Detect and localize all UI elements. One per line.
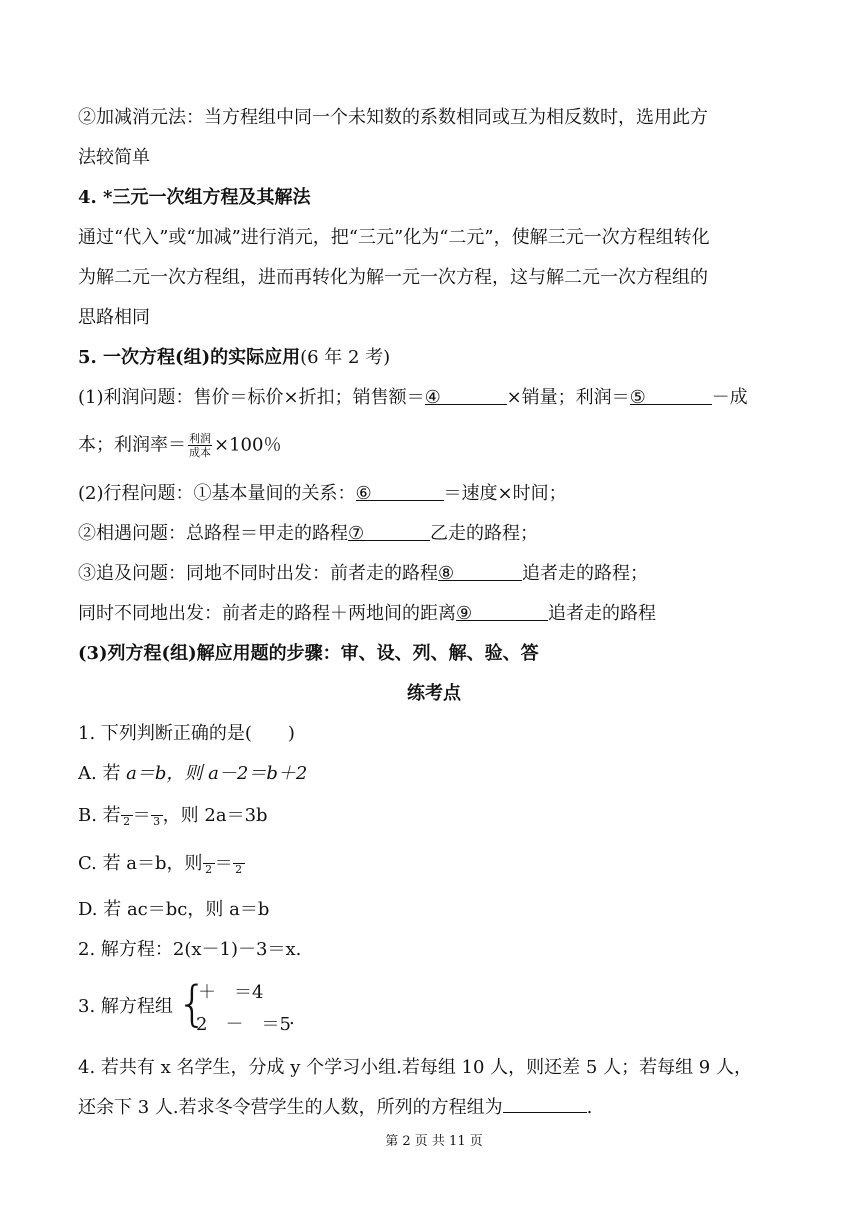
option-c: [78, 852, 245, 876]
question-4-text: 还余下 3 人.若求冬令营学生的人数，所列的方程组为: [78, 1097, 503, 1118]
option-b-tail: ，则 2a＝3b: [162, 805, 268, 826]
blank-6-marker: ⑥: [355, 483, 372, 504]
option-c-frac-2: [233, 854, 245, 875]
method-elimination-line: ②加减消元法：当方程组中同一个未知数的系数相同或互为相反数时，选用此方: [78, 107, 708, 128]
meeting-text-2: 乙走的路程；: [430, 523, 538, 544]
travel-text-1: (2)行程问题：①基本量间的关系：: [78, 483, 356, 504]
option-d: D. 若 ac＝bc，则 a＝b: [78, 899, 270, 920]
profit-rate-percent: ×100％: [214, 434, 282, 456]
frac-3-numerator: [203, 854, 215, 864]
ternary-desc-line2: 为解二元一次方程组，进而再转化为解一元一次方程，这与解二元一次方程组的: [78, 267, 708, 288]
option-b-frac-2: [151, 806, 163, 827]
frac-3-denominator: 2: [205, 862, 213, 876]
question-4-line1: 4. 若共有 x 名学生，分成 y 个学习小组.若每组 10 人，则还差 5 人；若每组 9 人，: [78, 1057, 752, 1078]
fraction-numerator: 利润: [189, 432, 211, 445]
blank-9[interactable]: [456, 602, 548, 624]
frac-1-numerator: [121, 806, 133, 816]
fraction-denominator: 成本: [189, 446, 211, 459]
chase-text-2: 追者走的路程；: [522, 563, 648, 584]
system-row-2: 2 － ＝5: [196, 1014, 291, 1035]
blank-7-marker: ⑦: [348, 523, 365, 544]
option-c-frac-1: [203, 854, 215, 875]
question-1: 1. 下列判断正确的是( ): [78, 723, 295, 744]
chase2-text-1: 同时不同地出发：前者走的路程＋两地间的距离: [78, 603, 456, 624]
travel-text-2: ＝速度×时间；: [443, 483, 567, 504]
system-end-dot: .: [289, 1008, 295, 1029]
frac-4-denominator: 2: [235, 862, 243, 876]
option-b-label: B. 若: [78, 805, 121, 826]
page-footer: 第 2 页 共 11 页: [385, 1134, 483, 1149]
blank-8[interactable]: [438, 562, 522, 584]
profit-rate-text: 本；利润率＝: [78, 434, 186, 456]
meeting-line: [78, 522, 538, 546]
profit-rate-fraction: [188, 432, 212, 459]
question-2: 2. 解方程：2(x－1)－3＝x.: [78, 939, 302, 960]
profit-text-2: ×销量；利润＝: [506, 387, 630, 408]
profit-text-1: (1)利润问题：售价＝标价×折扣；销售额＝: [78, 387, 425, 408]
option-a-label: A. 若: [78, 763, 127, 784]
section-title: 练考点: [407, 683, 461, 704]
option-a: [78, 762, 307, 786]
chase-text-1: ③追及问题：同地不同时出发：前者走的路程: [78, 563, 438, 584]
frac-2-denominator: 3: [153, 814, 161, 828]
chase2-text-2: 追者走的路程: [548, 603, 656, 624]
frac-1-denominator: 2: [123, 814, 131, 828]
option-b-equals: ＝: [132, 805, 151, 826]
blank-5[interactable]: [629, 386, 712, 408]
blank-9-marker: ⑨: [456, 603, 473, 624]
chase-line-2: [78, 602, 656, 626]
meeting-text-1: ②相遇问题：总路程＝甲走的路程: [78, 523, 348, 544]
method-elimination-cont: 法较简单: [78, 147, 150, 168]
option-a-math: a＝b，则 a－2＝b＋2: [126, 763, 308, 784]
heading-applications-note: (6 年 2 考): [300, 347, 391, 368]
profit-line: [78, 386, 748, 410]
system-row-1: ＋ ＝4: [198, 982, 264, 1003]
steps-line: (3)列方程(组)解应用题的步骤：审、设、列、解、验、答: [78, 643, 539, 664]
heading-ternary-equations: 4. *三元一次组方程及其解法: [78, 187, 311, 208]
profit-rate-line: [78, 432, 281, 459]
heading-applications: [78, 346, 390, 370]
question-4-line2: [78, 1094, 592, 1120]
system-brace: {: [177, 976, 208, 1032]
blank-6[interactable]: [355, 482, 444, 504]
ternary-desc-line3: 思路相同: [78, 307, 150, 328]
blank-8-marker: ⑧: [438, 563, 455, 584]
question-4-end: .: [586, 1097, 593, 1118]
travel-line: [78, 482, 567, 506]
chase-line: [78, 562, 648, 586]
blank-4[interactable]: [424, 386, 507, 408]
ternary-desc-line1: 通过“代入”或“加减”进行消元，把“三元”化为“二元”，使解三元一次方程组转化: [78, 227, 710, 248]
blank-5-marker: ⑤: [629, 387, 646, 408]
question-3-label: 3. 解方程组: [78, 996, 173, 1017]
frac-4-numerator: [233, 854, 245, 864]
profit-text-3: －成: [711, 387, 748, 408]
option-c-label: C. 若 a＝b，则: [78, 853, 203, 874]
blank-4-marker: ④: [424, 387, 441, 408]
option-b-frac-1: [121, 806, 133, 827]
option-c-equals: ＝: [214, 853, 233, 874]
heading-applications-text: 5. 一次方程(组)的实际应用: [78, 347, 301, 368]
answer-blank-q4[interactable]: [503, 1094, 587, 1113]
frac-2-numerator: [151, 806, 163, 816]
option-b: [78, 804, 268, 828]
blank-7[interactable]: [348, 522, 430, 544]
